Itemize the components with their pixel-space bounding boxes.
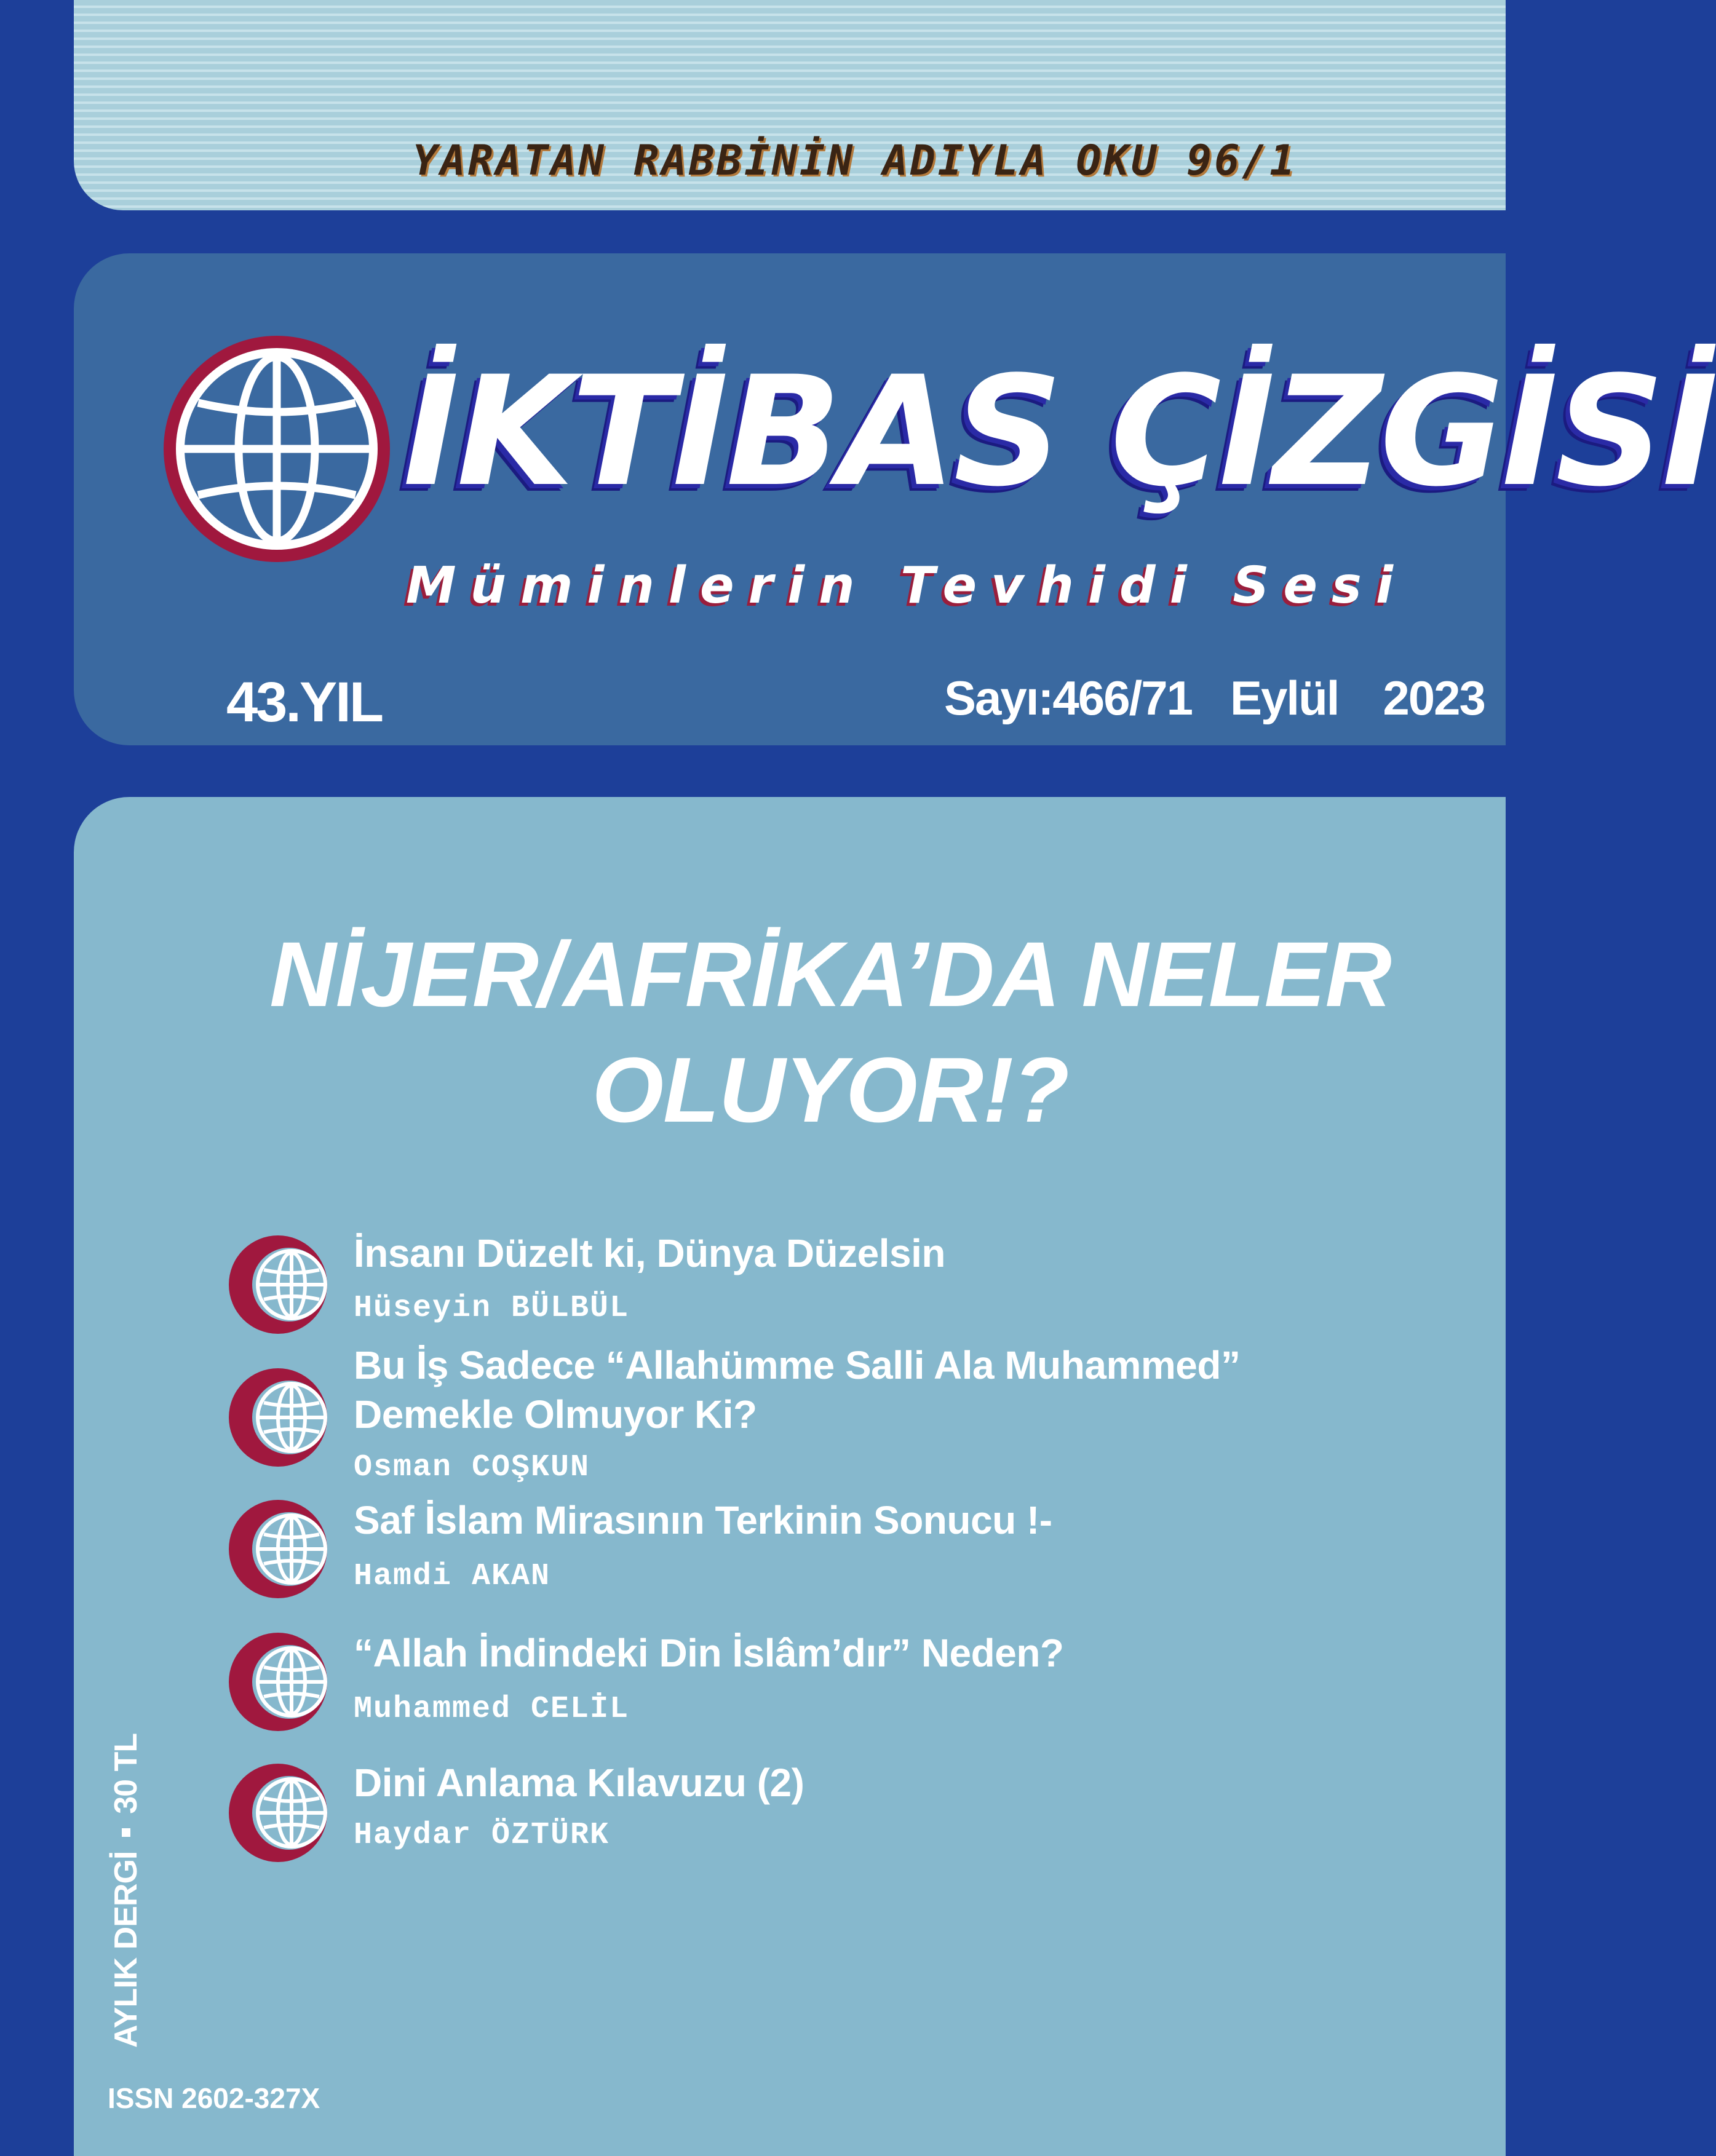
issue-info	[944, 670, 1485, 726]
headline-line-1: NİJER/AFRİKA’DA NELER	[269, 922, 1391, 1026]
globe-bullet-icon	[228, 1631, 332, 1736]
globe-bullet-icon	[228, 1234, 332, 1339]
globe-bullet-icon	[228, 1499, 332, 1603]
motto: YARATAN RABBİNİN ADIYLA OKU 96/1	[412, 137, 1298, 185]
cover-headline	[123, 916, 1538, 1147]
issn-label: ISSN 2602-327X	[108, 2082, 320, 2114]
spine-price: 30 TL	[108, 1733, 144, 1814]
article-title: İnsanı Düzelt ki, Dünya Düzelsin	[354, 1231, 945, 1275]
issue-year: 2023	[1383, 671, 1485, 725]
article-title-line-2: Demekle Olmuyor Ki?	[354, 1392, 757, 1437]
article-title: Dini Anlama Kılavuzu (2)	[354, 1761, 804, 1805]
article-author: Haydar ÖZTÜRK	[354, 1818, 610, 1853]
globe-crescent-icon	[98, 301, 394, 596]
article-title: “Allah İndindeki Din İslâm’dır” Neden?	[354, 1631, 1064, 1675]
bullet-dot-icon	[122, 1828, 130, 1837]
globe-bullet-icon	[228, 1367, 332, 1472]
globe-bullet-icon	[228, 1762, 332, 1867]
article-title: Saf İslam Mirasının Terkinin Sonucu !-	[354, 1498, 1052, 1542]
magazine-title: İKTİBAS ÇİZGİSİ	[403, 344, 1716, 520]
article-author: Osman COŞKUN	[354, 1450, 590, 1485]
issue-month: Eylül	[1230, 671, 1339, 725]
article-author: Hamdi AKAN	[354, 1559, 551, 1594]
article-author: Hüseyin BÜLBÜL	[354, 1291, 630, 1326]
headline-line-2: OLUYOR!?	[592, 1038, 1069, 1141]
magazine-subtitle: Müminlerin Tevhidi Sesi	[406, 557, 1407, 615]
spine-label	[108, 1734, 145, 2048]
year-label: 43.YIL	[226, 671, 383, 734]
article-author: Muhammed CELİL	[354, 1692, 630, 1727]
article-title-line-1: Bu İş Sadece “Allahümme Salli Ala Muhammed”	[354, 1343, 1241, 1387]
spine-type: AYLIK DERGİ	[108, 1851, 144, 2048]
issue-number: Sayı:466/71	[944, 671, 1193, 725]
